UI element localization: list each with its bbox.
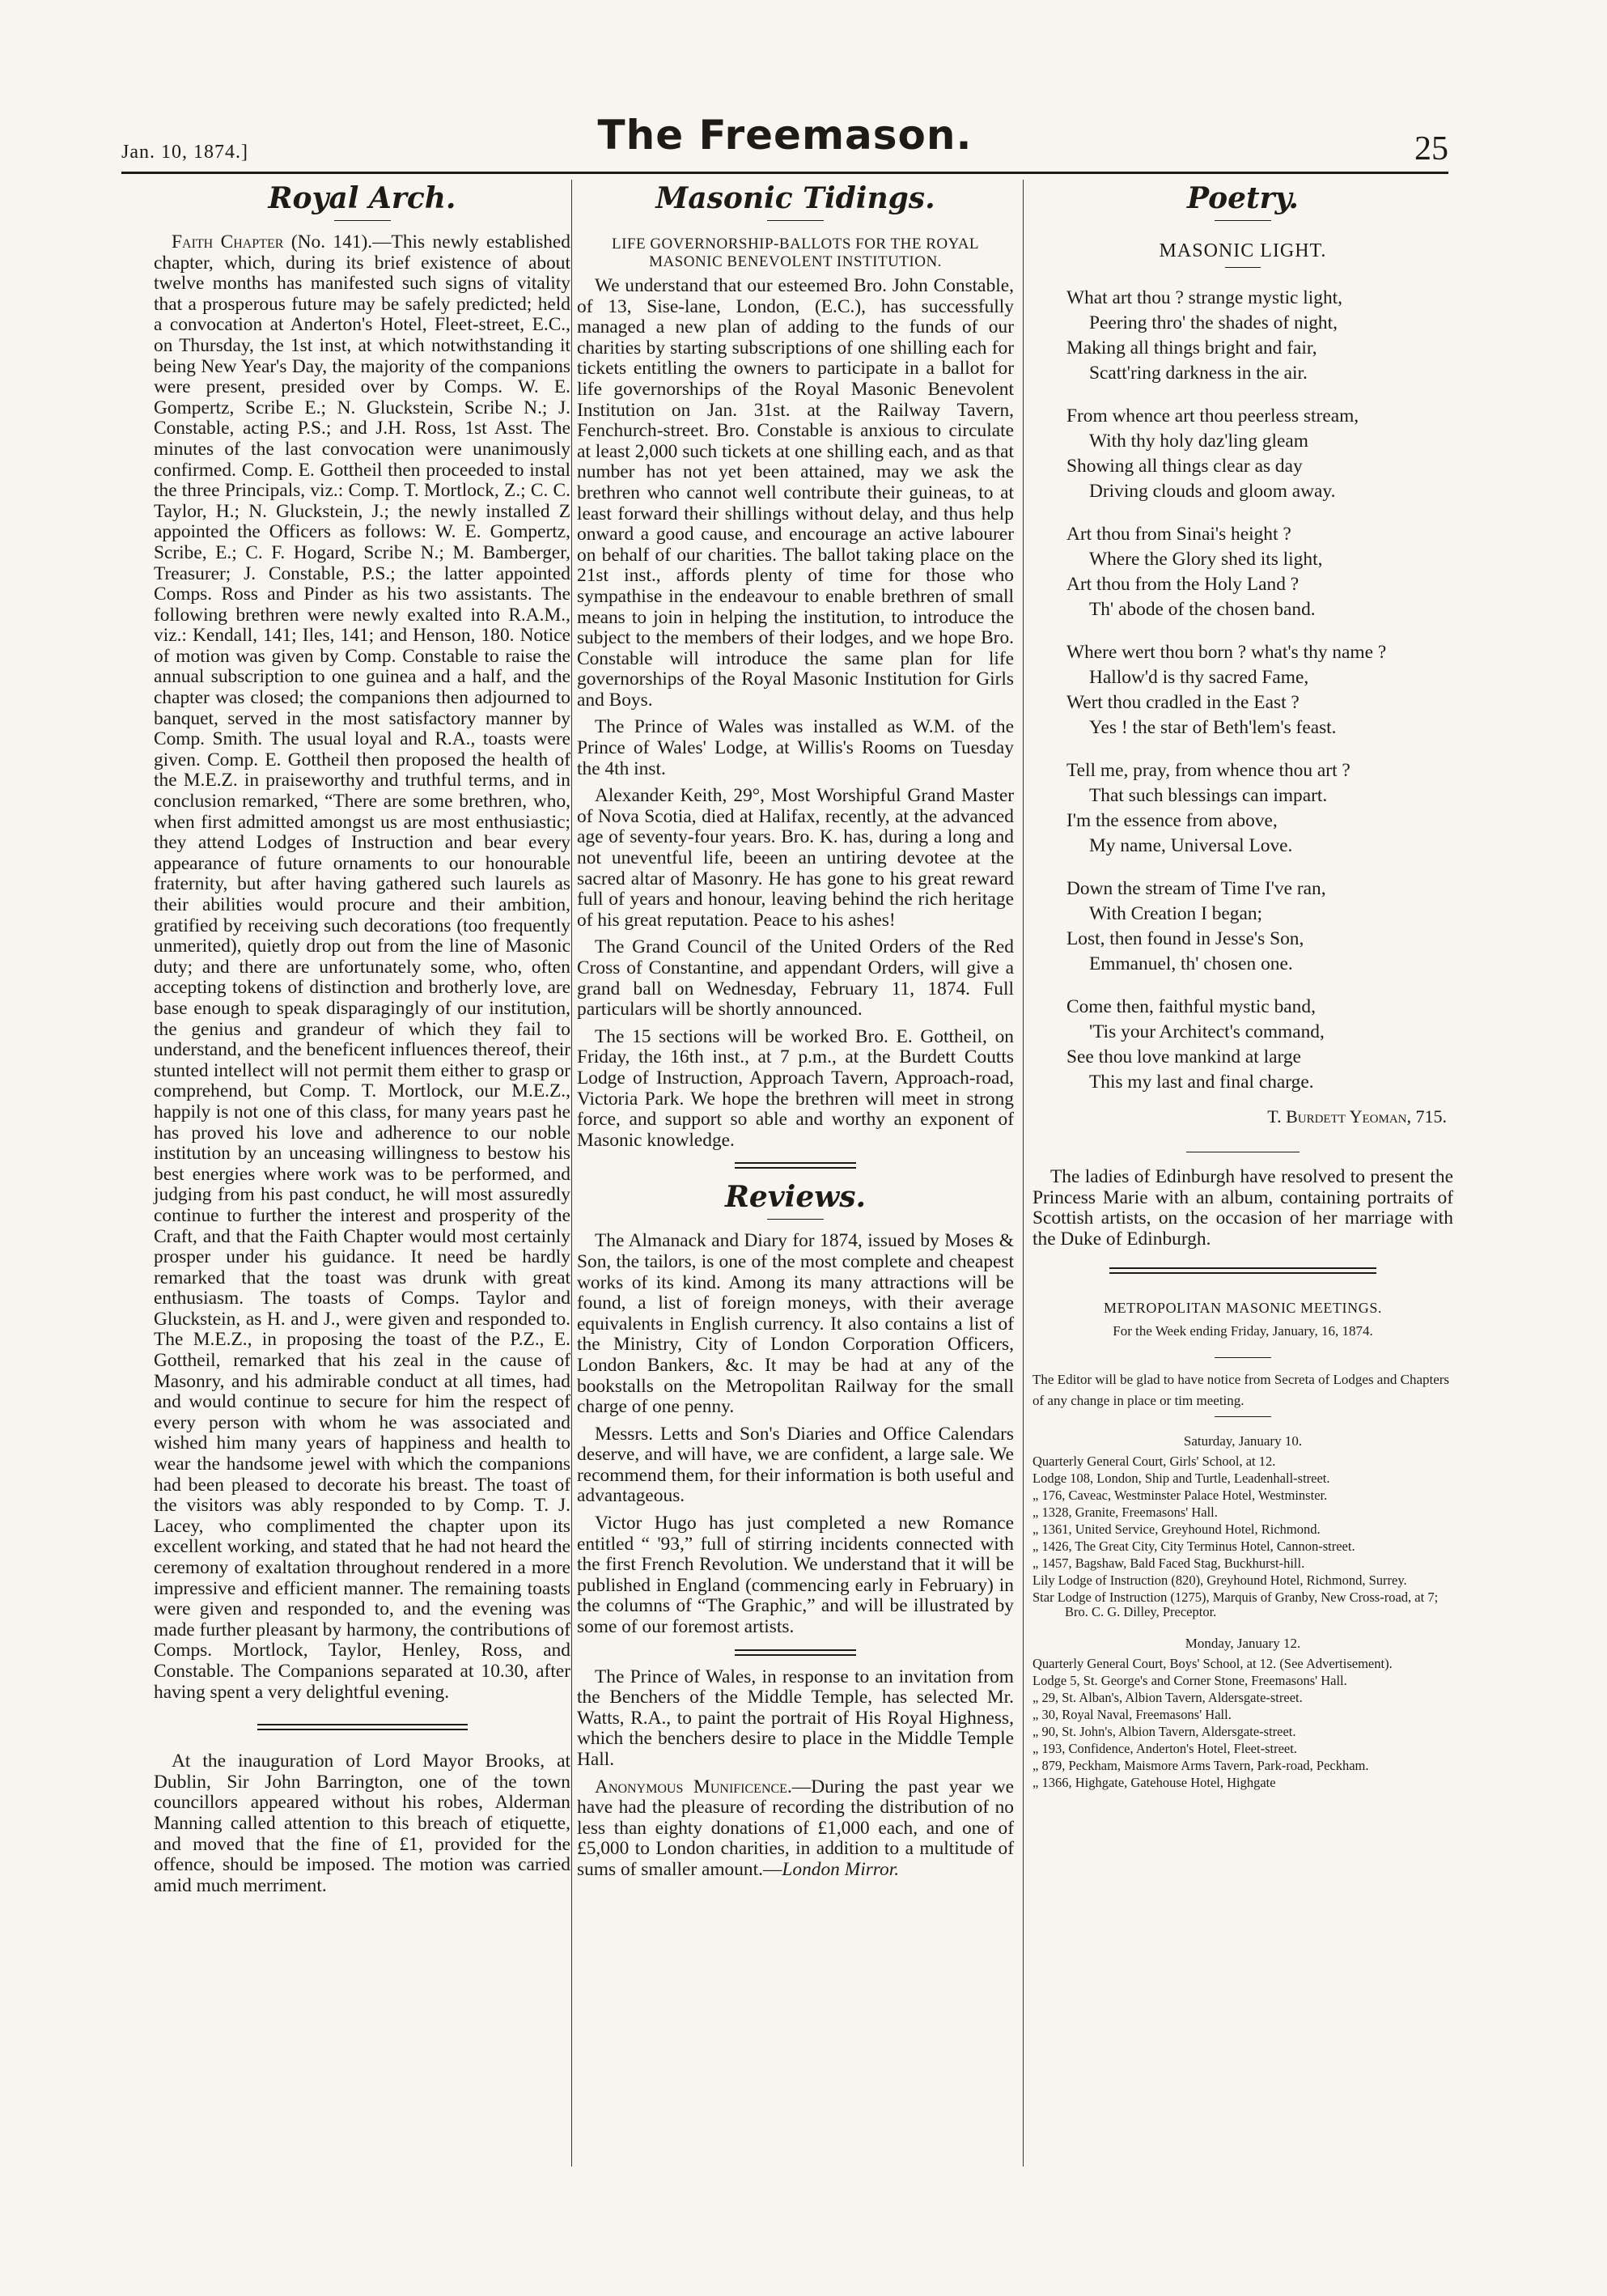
article-caption: LIFE GOVERNORSHIP-BALLOTS FOR THE ROYAL MASONIC BENEVOLENT INSTITUTION.: [611, 236, 980, 270]
poem-line: Lost, then found in Jesse's Son,: [1066, 928, 1304, 949]
heading-rule: [1215, 220, 1271, 221]
article-text: (No. 141).—This newly established chapter, which, during its brief existence of about twelve months has manifested such signs of vitality that a prosperous future may be safely predicted; held a convocation at Anderton's Hotel, Fleet-street, E.C., on Thursday, the 1st inst, at which notwithstanding it being New Year's Day, the majority of the companions were present, presided over by Comps. W. E. Gompertz, Scribe E.; N. Gluckstein, Scribe N.; J. Constable, acting P.S.; and J.H. Ross, 1st Asst. The minutes of the last convocation were unanimously confirmed. Comp. E. Gottheil then proceeded to instal the three Principals, viz.: Comp. T. Mortlock, Z.; C. C. Taylor, H.; N. Gluckstein, J.; the newly installed Z appointed the Officers as follows: W. E. Gompertz, Scribe, E.; C. F. Hogard, Scribe N.; M. Bamberger, Treasurer; J. Constable, P.S.; the latter appointed Comps. Ross and Pinder as his two assistants. The following brethren were newly exalted into R.A.M., viz.: Kendall, 141; Iles, 141; and Henson, 180. Notice of motion was given by Comp. Constable to raise the annual subscription to one guinea and a half, and the chapter was closed; the companions then adjourned to banquet, served in the most satisfactory manner by Comp. Smith. The usual loyal and R.A., toasts were given. Comp. E. Gottheil then proposed the health of the M.E.Z. in praiseworthy and truthful terms, and in conclusion remarked, “There are some brethren, who, when first admitted amongst us are most enthusiastic; they attend Lodges of Instruction and bear every appearance of future ornaments to our honourable fraternity, but after having gathered such laurels as their abilities would procure and their ambition, gratified by receiving such decorations (too frequently unmerited), quietly drop out from the line of Masonic duty; and there are unfortunately some, who, often accepting tokens of distinction and brotherly love, are base enough to speak disparagingly of our institution, the genius and grandeur of which they fail to understand, and the beneficent influences thereof, their stunted intellect will not permit them either to grasp or comprehend, but Comp. T. Mortlock, our M.E.Z., happily is not one of this class, for many years past he has proved his love and adherence to our noble institution by an unceasing willingness to bestow his best energies where work was to be performed, and judging from his past conduct, he will most assuredly continue to further the interest and prosperity of the Craft, and that the Faith Chapter would most certainly prosper under his guidance. It need be hardly remarked that the toast was drunk with great enthusiasm. The toasts of Comps. Taylor and Gluckstein, as H. and J., were given and responded to. The M.E.Z., in proposing the toast of the P.Z., E. Gottheil, remarked that his zeal in the cause of Masonry, and his admirable conduct at all times, had and would continue to secure for him the respect of every person with whom he was associated and wished him many years of happiness and health to wear the handsome jewel with which the companions had been pleased to decorate his breast. The toast of the visitors was ably responded to by Comp. T. J. Lacey, who complimented the chapter upon its excellent working, and stated that he had not heard the ceremony of exaltation throughout rendered in a more impressive and efficient manner. The remaining toasts were given and responded to, and the evening was made further pleasant by harmony, the contributions of Comps. Mortlock, Taylor, Henley, Ross, and Constable. The Companions separated at 10.30, after having spent a very delightful evening.: [154, 231, 570, 1703]
poem-line: Scatt'ring darkness in the air.: [1089, 363, 1308, 384]
column-divider: [1023, 180, 1024, 2167]
poem-title: MASONIC LIGHT.: [1159, 240, 1327, 261]
poem-stanza: [1066, 404, 1453, 504]
poem-line: Wert thou cradled in the East ?: [1066, 692, 1300, 713]
poem-line: Showing all things clear as day: [1066, 456, 1303, 477]
article-paragraph: The Prince of Wales, in response to an invitation from the Benchers of the Middle Temple, has selected Mr. Watts, R.A., to paint the portrait of His Royal Highness, which the benchers desire to place in the Middle Temple Hall.: [577, 1666, 1014, 1770]
poem-line: See thou love mankind at large: [1066, 1046, 1301, 1067]
poem-line: What art thou ? strange mystic light,: [1066, 287, 1343, 308]
poem-stanza: [1066, 522, 1453, 622]
meeting-entry: Lily Lodge of Instruction (820), Greyhound Hotel, Richmond, Surrey.: [1032, 1572, 1407, 1589]
meeting-entry: „ 879, Peckham, Maismore Arms Tavern, Park-road, Peckham.: [1032, 1758, 1369, 1774]
newspaper-title: The Freemason.: [597, 112, 973, 159]
page-number: 25: [1414, 130, 1448, 168]
meeting-entry: „ 1426, The Great City, City Terminus Hotel, Cannon-street.: [1032, 1538, 1355, 1555]
heading-rule: [767, 1219, 824, 1220]
meeting-entry: „ 1366, Highgate, Gatehouse Hotel, Highgate: [1032, 1775, 1276, 1791]
article-text: —During the past year we have had the pleasure of recording the distribution of no less than eighty donations of £1,000 each, and one of £5,000 to London charities, in addition to a multitude of sums of smaller amount.—: [577, 1776, 1014, 1880]
poem-line: This my last and final charge.: [1089, 1072, 1314, 1093]
poem-line: From whence art thou peerless stream,: [1066, 405, 1359, 427]
poem-line: Yes ! the star of Beth'lem's feast.: [1089, 717, 1337, 738]
heading-rule: [334, 220, 391, 221]
meeting-entry: Star Lodge of Instruction (1275), Marquis of Granby, New Cross-road, at 7; Bro. C. G. Dilley, Preceptor.: [1032, 1589, 1439, 1620]
section-divider: [257, 1724, 468, 1730]
article-source: London Mirror.: [782, 1858, 900, 1880]
heading-rule: [1225, 267, 1261, 268]
poem-body: [1032, 286, 1453, 1095]
article-lead: Anonymous Munificence.: [595, 1776, 792, 1797]
masthead-rule: [121, 172, 1448, 174]
meeting-list: [1032, 1657, 1453, 1790]
article-paragraph: Victor Hugo has just completed a new Romance entitled “ '93,” full of stirring incidents connected with the first French Revolution. We understand that it will be published in England (commencing early in February) in the columns of “The Graphic,” and will be illustrated by some of our foremost artists.: [577, 1513, 1014, 1638]
heading-rule: [767, 220, 824, 221]
section-divider: [735, 1649, 856, 1656]
meeting-entry: „ 1328, Granite, Freemasons' Hall.: [1032, 1504, 1218, 1521]
meeting-entry: Quarterly General Court, Boys' School, at 12. (See Advertisement).: [1032, 1656, 1393, 1672]
poem-stanza: [1066, 876, 1453, 977]
poem-line: Where wert thou born ? what's thy name ?: [1066, 642, 1387, 663]
article-paragraph: We understand that our esteemed Bro. John Constable, of 13, Sise-lane, London, (E.C.), has successfully managed a new plan of adding to the funds of our charities by starting subscriptions of one shilling each for tickets entitling the owners to participate in a ballot for life governorships of the Royal Masonic Benevolent Institution on Jan. 31st. at the Railway Tavern, Fenchurch-street. Bro. Constable is anxious to circulate at least 2,000 such tickets at one shilling each, and as that number has not yet been attained, may we ask the brethren who cannot well contribute their guineas, to at least forward their shillings without delay, and thus help onward a good cause, and encourage an active labourer on behalf of our charities. The ballot taking place on the 21st inst., affords plenty of time for those who sympathise in the endeavour to enable brethren of small means to join in helping the institution, to introduce the subject to the members of their lodges, and we hope Bro. Constable will introduce the same plan for life governorships of the Royal Masonic Institution for Girls and Boys.: [577, 275, 1014, 711]
poem-line: Where the Glory shed its light,: [1089, 549, 1323, 570]
meetings-note: The Editor will be glad to have notice from Secreta of Lodges and Chapters of any change in place or tim meeting.: [1032, 1372, 1450, 1409]
poem-line: Come then, faithful mystic band,: [1066, 996, 1316, 1017]
article-paragraph: The ladies of Edinburgh have resolved to present the Princess Marie with an album, containing portraits of Scottish artists, on the occasion of her marriage with the Duke of Edinburgh.: [1032, 1166, 1453, 1250]
poem-line: Driving clouds and gloom away.: [1089, 481, 1336, 502]
poem-line: I'm the essence from above,: [1066, 810, 1278, 831]
section-divider: [1109, 1267, 1376, 1274]
article-paragraph: The Prince of Wales was installed as W.M. of the Prince of Wales' Lodge, at Willis's Rooms on Tuesday the 4th inst.: [577, 716, 1014, 779]
section-heading: Masonic Tidings.: [655, 181, 935, 215]
poem-stanza: [1066, 758, 1453, 859]
meeting-entry: „ 1361, United Service, Greyhound Hotel, Richmond.: [1032, 1521, 1321, 1538]
article-paragraph: Messrs. Letts and Son's Diaries and Office Calendars deserve, and will have, we are confident, a large sale. We recommend them, for their information is both useful and advantageous.: [577, 1423, 1014, 1507]
article-paragraph: The 15 sections will be worked Bro. E. Gottheil, on Friday, the 16th inst., at 7 p.m., at the Burdett Coutts Lodge of Instruction, Approach Tavern, Approach-road, Victoria Park. We hope the brethren will meet in strong force, and support so able and worthy an exponent of Masonic knowledge.: [577, 1025, 1014, 1151]
article-paragraph: The Grand Council of the United Orders of the Red Cross of Constantine, and appendant Orders, will give a grand ball on Wednesday, February 11, 1874. Full particulars will be shortly announced.: [577, 936, 1014, 1021]
poem-line: Making all things bright and fair,: [1066, 337, 1317, 359]
poem-line: My name, Universal Love.: [1089, 835, 1293, 856]
article-lead: Faith Chapter: [172, 231, 284, 253]
meeting-entry: Quarterly General Court, Girls' School, at 12.: [1032, 1454, 1276, 1470]
article-paragraph: The Almanack and Diary for 1874, issued by Moses & Son, the tailors, is one of the most complete and cheapest works of its kind. Among its many attractions will be found, a list of foreign moneys, with their average equivalents in English currency. It also contains a list of the Ministry, City of London Corporation Officers, London Bankers, &c. It may be had at any of the bookstalls on the Metropolitan Railway for the small charge of one penny.: [577, 1230, 1014, 1418]
poem-line: Tell me, pray, from whence thou art ?: [1066, 760, 1350, 781]
meeting-entry: „ 1457, Bagshaw, Bald Faced Stag, Buckhurst-hill.: [1032, 1555, 1305, 1572]
masthead: [121, 112, 1448, 168]
article-paragraph: [577, 1777, 1014, 1881]
issue-date: Jan. 10, 1874.]: [121, 142, 248, 163]
article-paragraph: Alexander Keith, 29°, Most Worshipful Grand Master of Nova Scotia, died at Halifax, recently, at the advanced age of seventy-four years. Bro. K. has, during a long and not uneventful life, beeen an untiring devotee at the sacred altar of Masonry. He has gone to his great reward full of years and honour, leaving behind the rich heritage of his great reputation. Peace to his ashes!: [577, 785, 1014, 931]
poem-line: With thy holy daz'ling gleam: [1089, 431, 1308, 452]
poem-line: With Creation I began;: [1089, 903, 1263, 924]
meeting-entry: Lodge 108, London, Ship and Turtle, Leadenhall-street.: [1032, 1471, 1330, 1487]
meeting-entry: „ 29, St. Alban's, Albion Tavern, Aldersgate-street.: [1032, 1690, 1303, 1706]
section-divider: [735, 1162, 856, 1169]
poem-line: Emmanuel, th' chosen one.: [1089, 953, 1293, 974]
meeting-entry: Lodge 5, St. George's and Corner Stone, Freemasons' Hall.: [1032, 1673, 1347, 1689]
poem-stanza: [1066, 286, 1453, 386]
poem-line: Hallow'd is thy sacred Fame,: [1089, 667, 1309, 688]
poem-stanza: [1066, 995, 1453, 1095]
poem-line: Down the stream of Time I've ran,: [1066, 878, 1326, 899]
meeting-list: [1032, 1454, 1453, 1619]
meeting-entry: „ 90, St. John's, Albion Tavern, Aldersgate-street.: [1032, 1724, 1296, 1740]
meeting-day: Saturday, January 10.: [1183, 1433, 1303, 1449]
meeting-entry: „ 176, Caveac, Westminster Palace Hotel, Westminster.: [1032, 1488, 1328, 1504]
column-poetry: [1032, 176, 1453, 1793]
column-masonic-tidings: [577, 176, 1014, 1887]
meeting-entry: „ 30, Royal Naval, Freemasons' Hall.: [1032, 1707, 1232, 1723]
poem-signature: [1032, 1106, 1453, 1127]
meetings-subtitle: For the Week ending Friday, January, 16, 1874.: [1113, 1323, 1373, 1339]
poem-line: 'Tis your Architect's command,: [1089, 1021, 1325, 1042]
poem-line: That such blessings can impart.: [1089, 785, 1328, 806]
section-heading: Poetry.: [1187, 181, 1299, 215]
meeting-entry: „ 193, Confidence, Anderton's Hotel, Fleet-street.: [1032, 1741, 1297, 1757]
article-paragraph: At the inauguration of Lord Mayor Brooks, at Dublin, Sir John Barrington, one of the town councillors appeared without his robes, Alderman Manning called attention to this breach of etiquette, and moved that the fine of £1, provided for the offence, should be imposed. The motion was carried amid much merriment.: [154, 1751, 570, 1896]
column-royal-arch: [154, 176, 570, 1903]
poem-line: Art thou from Sinai's height ?: [1066, 524, 1291, 545]
article-paragraph: [154, 232, 570, 1703]
poem-line: Peering thro' the shades of night,: [1089, 312, 1338, 333]
poem-line: Th' abode of the chosen band.: [1089, 599, 1316, 620]
heading-rule: [1215, 1357, 1271, 1358]
section-heading: Reviews.: [724, 1180, 867, 1215]
heading-rule: [1215, 1416, 1271, 1417]
meeting-day: Monday, January 12.: [1185, 1636, 1301, 1652]
poem-line: Art thou from the Holy Land ?: [1066, 574, 1300, 595]
section-heading: Royal Arch.: [268, 181, 456, 215]
poem-stanza: [1066, 640, 1453, 741]
signature-text: T. Burdett Yeoman, 715.: [1267, 1106, 1447, 1127]
meetings-title: METROPOLITAN MASONIC MEETINGS.: [1103, 1300, 1383, 1317]
column-divider: [571, 180, 572, 2167]
